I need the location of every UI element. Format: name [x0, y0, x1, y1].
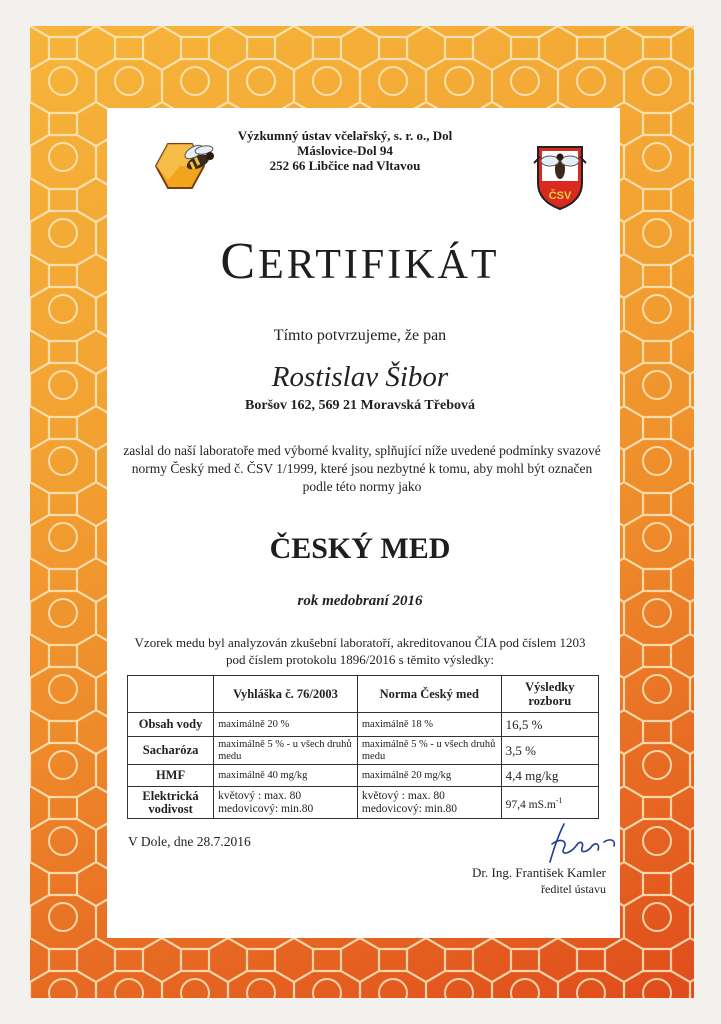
- signatory-name: Dr. Ing. František Kamler: [472, 865, 606, 880]
- results-table: [127, 675, 599, 819]
- row-result: 3,5 %: [501, 737, 598, 765]
- table-row: [128, 765, 599, 787]
- title-first-letter: C: [220, 233, 259, 290]
- row-result: [501, 787, 598, 819]
- decree-line-2: medovicový: min.80: [218, 802, 314, 815]
- statement-line-2: normy Český med č. ČSV 1/1999, které jsou nezbytné k tomu, aby mohl být označen: [131, 461, 593, 476]
- row-label: Elektrická vodivost: [128, 787, 214, 819]
- statement-line-1: zaslal do naší laboratoře med výborné kvality, splňující níže uvedené podmínky svazové: [123, 443, 601, 458]
- place-date: V Dole, dne 28.7.2016: [128, 834, 251, 849]
- analysis-paragraph: [110, 634, 610, 668]
- row-label: Sacharóza: [128, 737, 214, 765]
- row-decree: maximálně 5 % - u všech druhů medu: [214, 737, 358, 765]
- norm-line-2: medovicový: min.80: [361, 802, 458, 815]
- table-header-norm: Norma Český med: [357, 676, 501, 713]
- row-norm: maximálně 5 % - u všech druhů medu: [357, 737, 501, 765]
- table-header-row: [128, 676, 599, 713]
- statement-paragraph: [118, 442, 606, 496]
- row-result: 4,4 mg/kg: [501, 765, 598, 787]
- row-label: HMF: [128, 765, 214, 787]
- table-row: [128, 713, 599, 737]
- bee-hexagon-logo-icon: [152, 140, 220, 198]
- csv-logo: [530, 143, 590, 211]
- institute-address: [185, 128, 505, 173]
- table-header-empty: [128, 676, 214, 713]
- institute-city: 252 66 Libčice nad Vltavou: [269, 158, 421, 173]
- institute-name: Výzkumný ústav včelařský, s. r. o., Dol: [237, 128, 453, 143]
- signatory-block: [420, 864, 606, 898]
- analysis-line-2: pod číslem protokolu 1896/2016 s těmito výsledky:: [226, 652, 494, 667]
- result-unit-exponent: -1: [555, 795, 563, 805]
- row-decree: maximálně 20 %: [214, 713, 358, 737]
- norm-line-1: květový : max. 80: [361, 789, 445, 802]
- table-header-result: Výsledky rozboru: [501, 676, 598, 713]
- csv-bee-shield-logo-icon: [530, 143, 590, 211]
- recipient-name: Rostislav Šibor: [271, 361, 449, 393]
- row-decree: [214, 787, 358, 819]
- row-decree: maximálně 40 mg/kg: [214, 765, 358, 787]
- institute-street: Máslovice-Dol 94: [297, 143, 393, 158]
- harvest-year: rok medobraní 2016: [297, 593, 423, 609]
- signatory-role: ředitel ústavu: [541, 882, 606, 896]
- row-norm: [357, 787, 501, 819]
- row-norm: maximálně 20 mg/kg: [357, 765, 501, 787]
- table-header-decree: Vyhláška č. 76/2003: [214, 676, 358, 713]
- title-rest: ERTIFIKÁT: [258, 242, 500, 288]
- row-norm: maximálně 18 %: [357, 713, 501, 737]
- csv-logo-lettering: ČSV: [548, 190, 572, 202]
- product-title: ČESKÝ MED: [269, 532, 451, 565]
- signature-image: [530, 818, 620, 868]
- row-label: Obsah vody: [128, 713, 214, 737]
- recipient-address: Boršov 162, 569 21 Moravská Třebová: [245, 398, 475, 413]
- decree-line-1: květový : max. 80: [218, 789, 302, 802]
- analysis-line-1: Vzorek medu byl analyzován zkušební laboratoří, akreditovanou ČIA pod číslem 1203: [134, 635, 586, 650]
- certificate-title: [100, 232, 620, 291]
- row-result: 16,5 %: [501, 713, 598, 737]
- statement-line-3: podle této normy jako: [302, 479, 422, 494]
- table-row: [128, 787, 599, 819]
- result-value: 97,4 mS.m: [505, 798, 556, 811]
- table-row: [128, 737, 599, 765]
- confirmation-text: Tímto potvrzujeme, že pan: [273, 327, 447, 344]
